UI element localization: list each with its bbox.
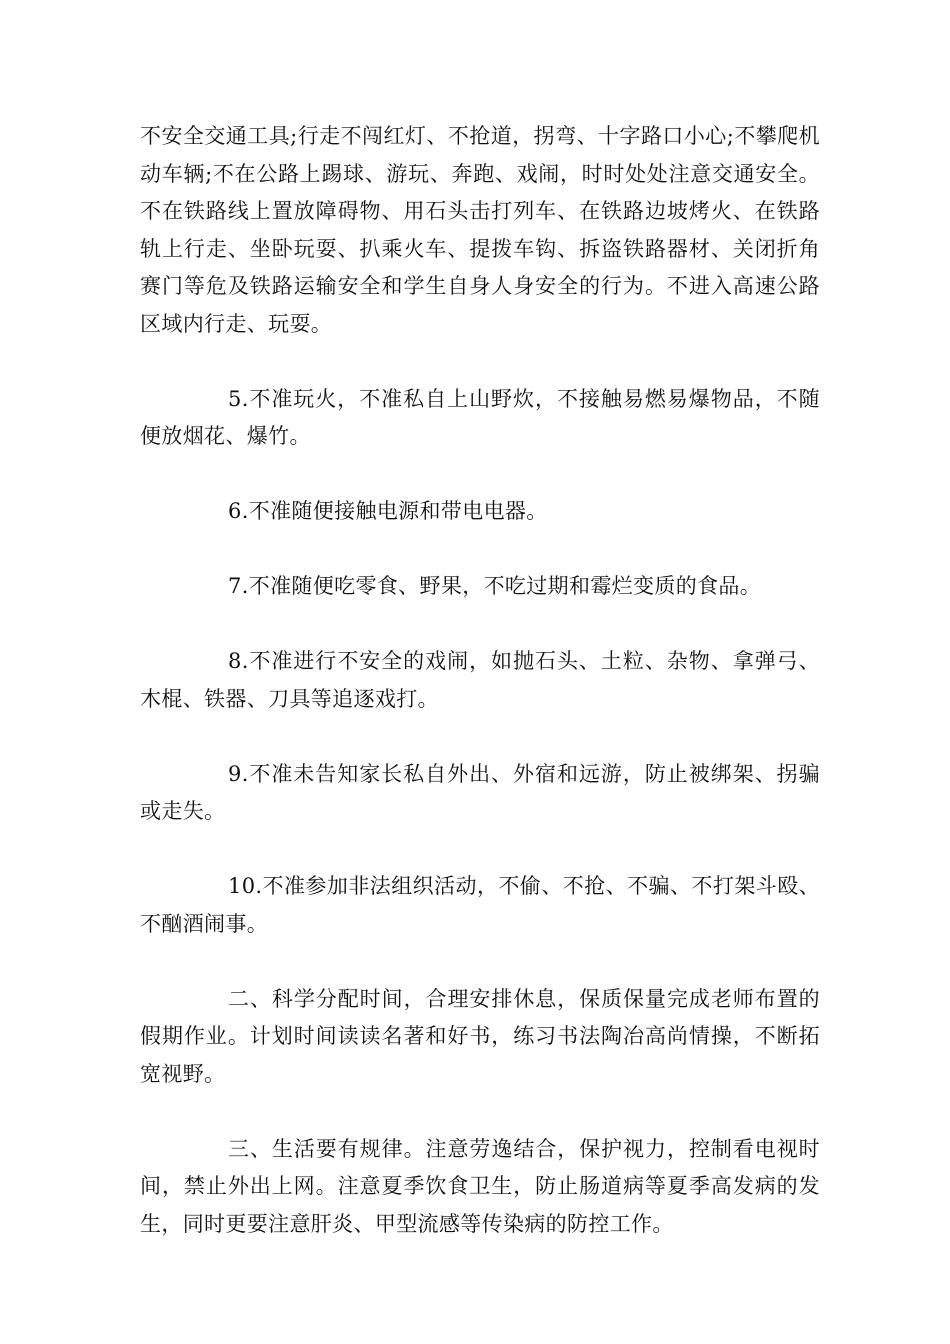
- paragraph-rule-7: 7.不准随便吃零食、野果，不吃过期和霉烂变质的食品。: [228, 574, 762, 598]
- paragraph-gap: [140, 1093, 820, 1131]
- paragraph-rule-10: 10.不准参加非法组织活动，不偷、不抢、不骗、不打架斗殴、不酗酒闹事。: [140, 874, 820, 936]
- paragraph-rule-5: 5.不准玩火，不准私自上山野炊，不接触易燃易爆物品，不随便放烟花、爆竹。: [140, 386, 820, 448]
- paragraph-gap: [140, 531, 820, 569]
- paragraph-rule-6: 6.不准随便接触电源和带电电器。: [228, 499, 548, 523]
- paragraph-gap: [140, 831, 820, 869]
- paragraph-gap: [140, 943, 820, 981]
- paragraph-traffic-safety: 不安全交通工具;行走不闯红灯、不抢道，拐弯、十字路口小心;不攀爬机动车辆;不在公路上踢球、游玩、奔跑、戏闹，时时处处注意交通安全。不在铁路线上置放障碍物、用石头击打列车、在铁路边坡烤火、在铁路轨上行走、坐卧玩耍、扒乘火车、提拨车钩、拆盗铁路器材、关闭折角赛门等危及铁路运输安全和学生自身人身安全的行为。不进入高速公路区域内行走、玩耍。: [140, 124, 820, 336]
- paragraph-gap: [140, 606, 820, 644]
- paragraph-gap: [140, 718, 820, 756]
- document-body: [140, 118, 820, 1243]
- paragraph-gap: [140, 456, 820, 494]
- paragraph-section-2: 二、科学分配时间，合理安排休息，保质保量完成老师布置的假期作业。计划时间读读名著和好书，练习书法陶冶高尚情操，不断拓宽视野。: [140, 986, 820, 1086]
- paragraph-gap: [140, 343, 820, 381]
- paragraph-rule-9: 9.不准未告知家长私自外出、外宿和远游，防止被绑架、拐骗或走失。: [140, 761, 820, 823]
- paragraph-section-3: 三、生活要有规律。注意劳逸结合，保护视力，控制看电视时间，禁止外出上网。注意夏季饮食卫生，防止肠道病等夏季高发病的发生，同时更要注意肝炎、甲型流感等传染病的防控工作。: [140, 1136, 820, 1236]
- paragraph-rule-8: 8.不准进行不安全的戏闹，如抛石头、土粒、杂物、拿弹弓、木棍、铁器、刀具等追逐戏打。: [140, 649, 820, 711]
